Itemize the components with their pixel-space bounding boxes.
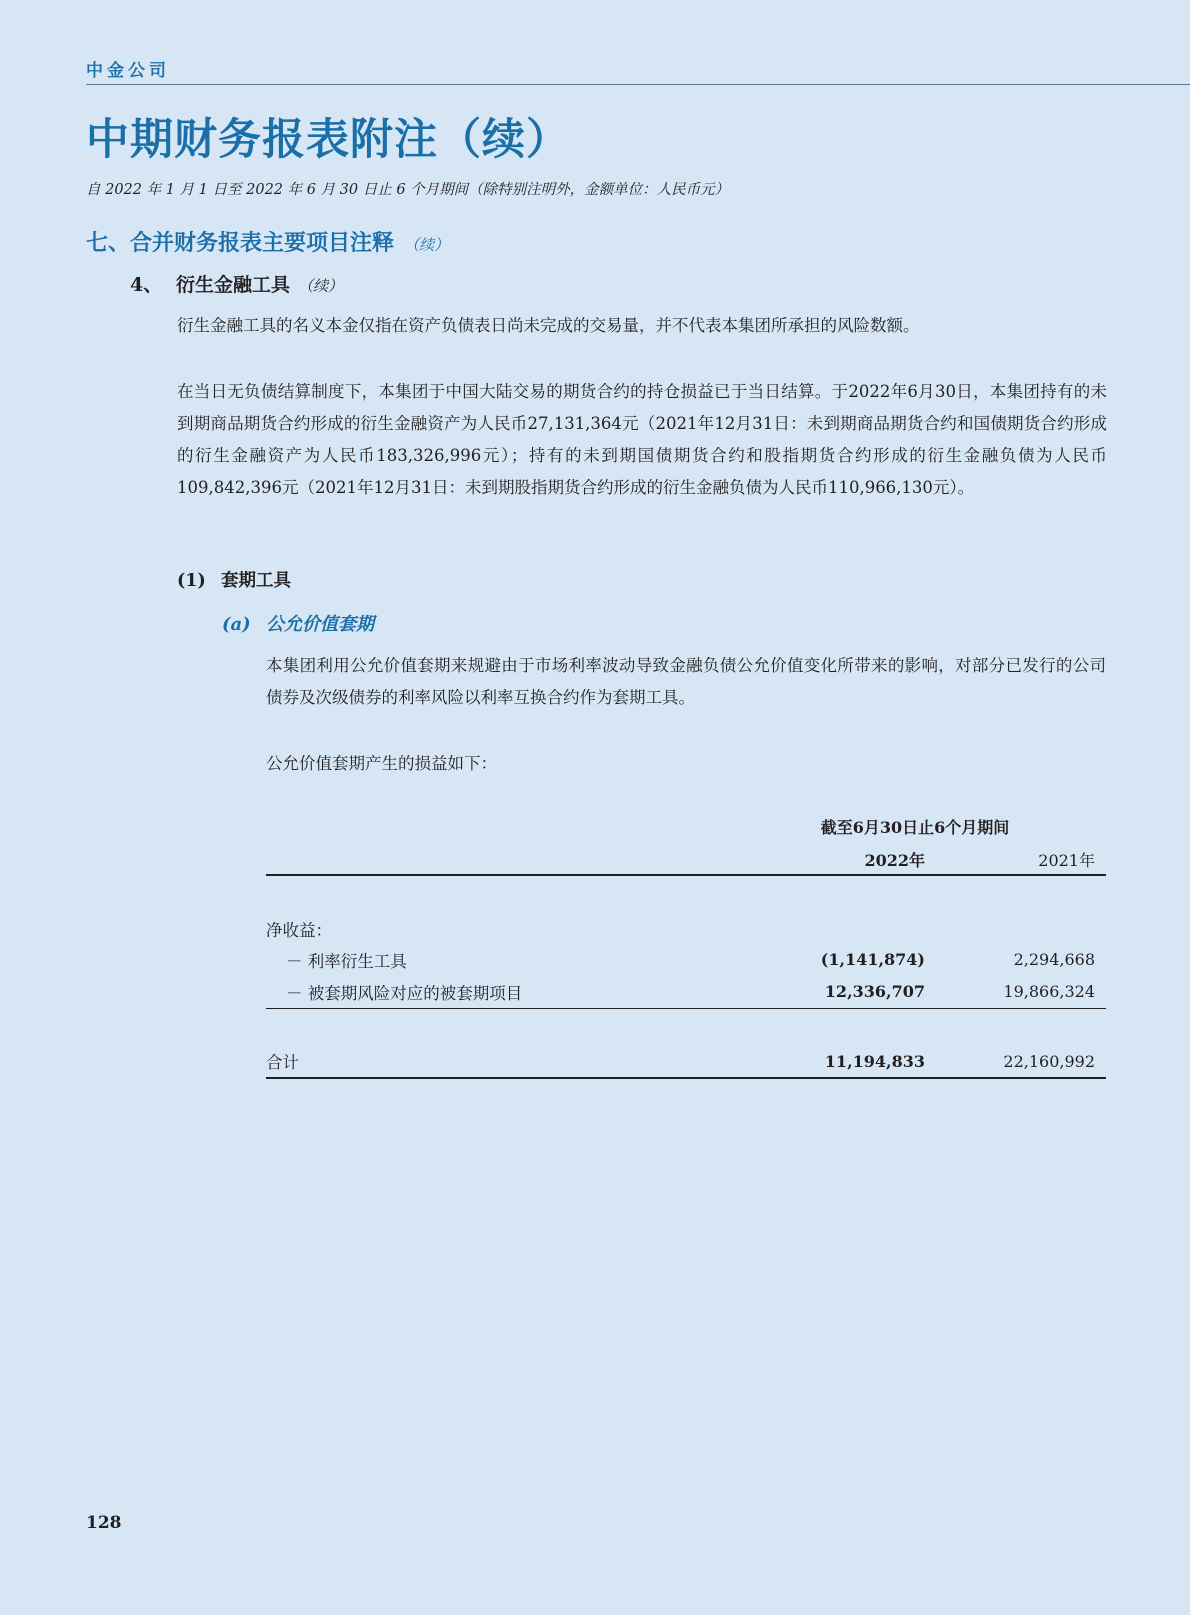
table-row-value-2022: (1,141,874) [820, 950, 925, 969]
header-rule [86, 84, 1190, 85]
table-row-value-2021: 19,866,324 [1003, 982, 1095, 1001]
table-row-value-2022: 12,336,707 [824, 982, 925, 1001]
heading4-number: (a) [222, 614, 251, 635]
paragraph-4: 公允价值套期产生的损益如下： [266, 754, 497, 773]
heading-hedging-instruments [177, 567, 291, 592]
table-row-label: － 利率衍生工具 [286, 952, 407, 971]
section-title: 七、合并财务报表主要项目注释 [86, 231, 395, 256]
paragraph-1: 衍生金融工具的名义本金仅指在资产负债表日尚未完成的交易量，并不代表本集团所承担的风险数额。 [177, 316, 920, 335]
table-total-label: 合计 [266, 1053, 299, 1072]
subsection-cont: （续） [298, 277, 344, 295]
table-row-value-2021: 2,294,668 [1013, 950, 1095, 969]
section-heading [86, 226, 449, 257]
subsection-heading [130, 270, 343, 297]
table-subtotal-rule [266, 1008, 1106, 1009]
subsection-title: 衍生金融工具 [176, 274, 291, 296]
table-col-2021: 2021年 [1038, 851, 1095, 870]
table-col-2022: 2022年 [864, 851, 925, 870]
subsection-number: 4、 [130, 274, 163, 296]
table-total-2022: 11,194,833 [824, 1052, 925, 1071]
heading-fair-value-hedge [222, 610, 374, 636]
page-number: 128 [86, 1513, 122, 1533]
heading4-title: 公允价值套期 [266, 614, 374, 635]
table-total-2021: 22,160,992 [1003, 1052, 1095, 1071]
company-name: 中金公司 [86, 61, 170, 81]
section-cont: （续） [404, 236, 450, 254]
table-row-label: － 被套期风险对应的被套期项目 [286, 984, 523, 1003]
page-subtitle: 自 2022 年 1 月 1 日至 2022 年 6 月 30 日止 6 个月期间（除特别注明外，金额单位：人民币元） [86, 182, 730, 198]
table-bottom-rule [266, 1077, 1106, 1079]
table-period-header: 截至6月30日止6个月期间 [820, 818, 1010, 837]
paragraph-3: 本集团利用公允价值套期来规避由于市场利率波动导致金融负债公允价值变化所带来的影响，对部分已发行的公司债券及次级债券的利率风险以利率互换合约作为套期工具。 [266, 656, 1106, 707]
table-header-rule [266, 874, 1106, 876]
page-title: 中期财务报表附注（续） [86, 115, 570, 165]
paragraph-2: 在当日无负债结算制度下，本集团于中国大陆交易的期货合约的持仓损益已于当日结算。于2022年6月30日，本集团持有的未到期商品期货合约形成的衍生金融资产为人民币27,131,364元（2021年12月31日：未到期商品期货合约和国债期货合约形成的衍生金融资产为人民币183,326,996元）；持有的未到期国债期货合约和股指期货合约形成的衍生金融负债为人民币109,842,396元（2021年12月31日：未到期股指期货合约形成的衍生金融负债为人民币110,966,130元）。 [177, 382, 1107, 497]
table-group-label: 净收益： [266, 921, 332, 940]
heading3-title: 套期工具 [221, 571, 291, 591]
heading3-number: (1) [177, 571, 206, 591]
